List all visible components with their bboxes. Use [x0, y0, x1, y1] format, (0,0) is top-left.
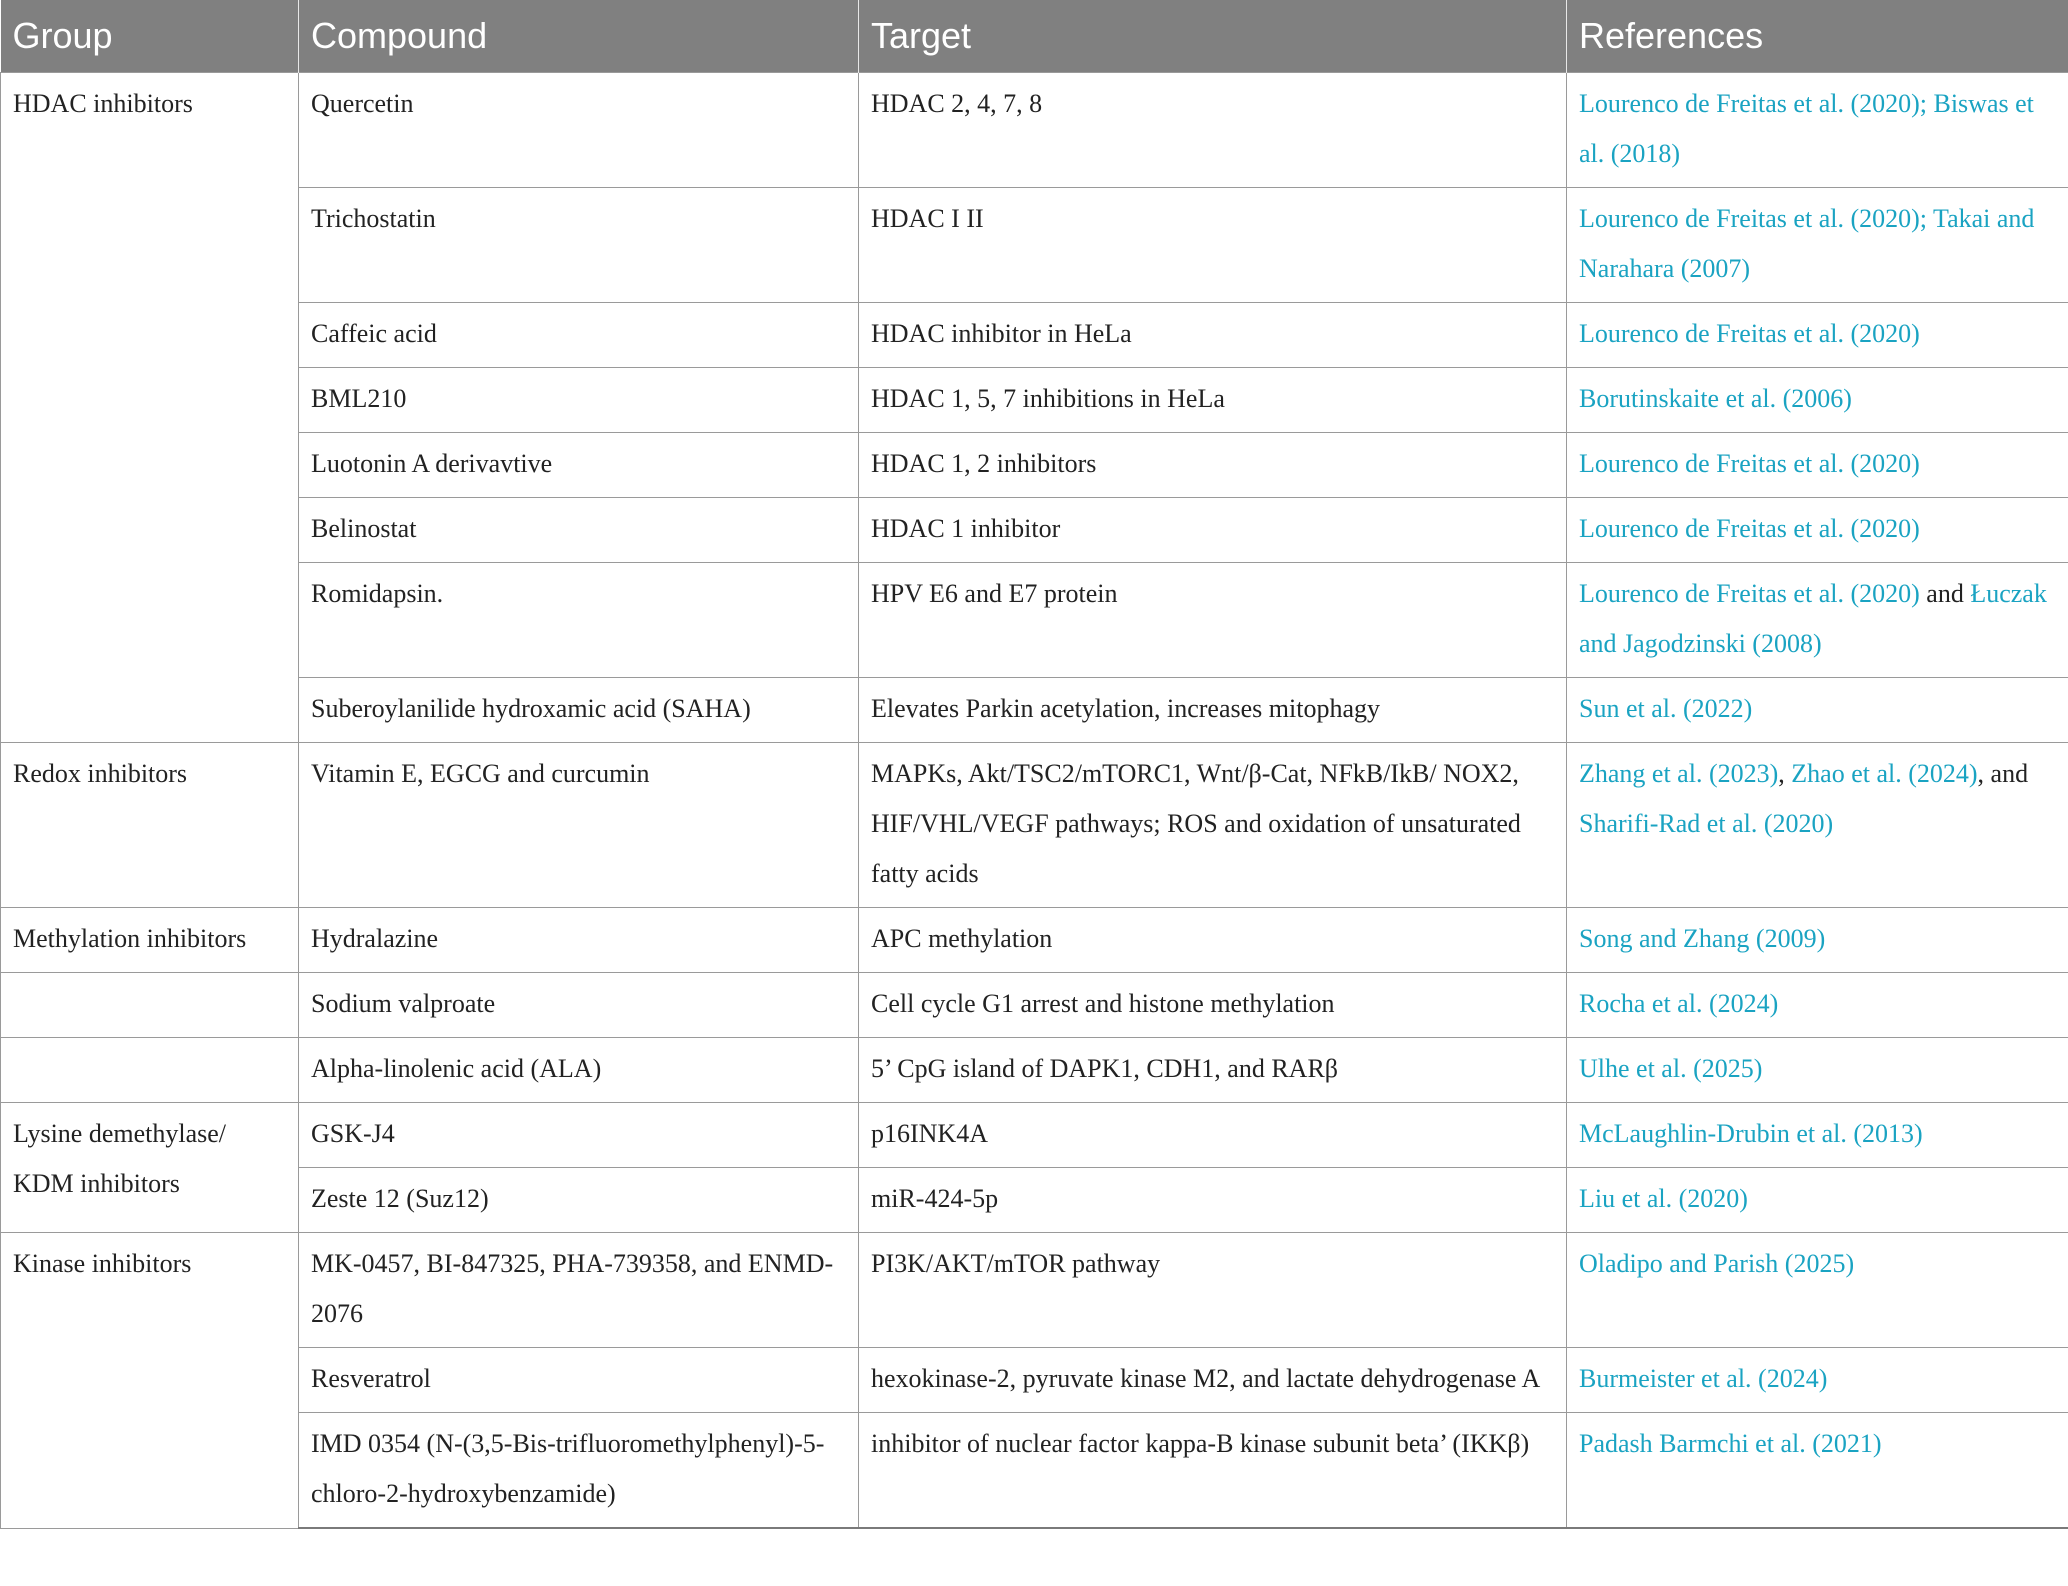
table-row — [1, 73, 2068, 188]
table-row — [1, 1103, 2068, 1168]
table-row — [1, 678, 2068, 743]
header-row — [1, 0, 2068, 73]
target-cell: hexokinase-2, pyruvate kinase M2, and lactate dehydrogenase A — [859, 1348, 1567, 1413]
header-compound: Compound — [299, 0, 859, 73]
compound-cell: IMD 0354 (N-(3,5-Bis-trifluoromethylphenyl)-5-chloro-2-hydroxybenzamide) — [299, 1413, 859, 1529]
reference-link[interactable]: Rocha et al. (2024) — [1567, 973, 2068, 1038]
reference-link[interactable]: Lourenco de Freitas et al. (2020) — [1567, 303, 2068, 368]
target-cell: HDAC 2, 4, 7, 8 — [859, 73, 1567, 188]
compound-cell: Trichostatin — [299, 188, 859, 303]
target-cell: HDAC 1, 5, 7 inhibitions in HeLa — [859, 368, 1567, 433]
reference-link[interactable]: Padash Barmchi et al. (2021) — [1567, 1413, 2068, 1529]
compound-cell: Belinostat — [299, 498, 859, 563]
reference-link[interactable]: McLaughlin-Drubin et al. (2013) — [1567, 1103, 2068, 1168]
compound-cell: Hydralazine — [299, 908, 859, 973]
target-cell: APC methylation — [859, 908, 1567, 973]
table-header — [1, 0, 2068, 73]
table-row — [1, 1233, 2068, 1348]
target-cell: HDAC inhibitor in HeLa — [859, 303, 1567, 368]
table-row — [1, 908, 2068, 973]
group-redox-inhibitors: Redox inhibitors — [1, 743, 299, 908]
reference-link[interactable]: Lourenco de Freitas et al. (2020); Takai and Narahara (2007) — [1567, 188, 2068, 303]
header-references: References — [1567, 0, 2068, 73]
group-methylation-inhibitors: Methylation inhibitors — [1, 908, 299, 973]
group-hdac-inhibitors: HDAC inhibitors — [1, 73, 299, 743]
reference-link[interactable]: Liu et al. (2020) — [1567, 1168, 2068, 1233]
compound-cell: Suberoylanilide hydroxamic acid (SAHA) — [299, 678, 859, 743]
compound-cell: Resveratrol — [299, 1348, 859, 1413]
reference-link[interactable]: Borutinskaite et al. (2006) — [1567, 368, 2068, 433]
target-cell: HPV E6 and E7 protein — [859, 563, 1567, 678]
reference-link[interactable]: Lourenco de Freitas et al. (2020) — [1567, 498, 2068, 563]
target-cell: inhibitor of nuclear factor kappa-B kinase subunit beta’ (IKKβ) — [859, 1413, 1567, 1529]
group-empty — [1, 1038, 299, 1103]
compound-cell: GSK-J4 — [299, 1103, 859, 1168]
target-cell: HDAC 1, 2 inhibitors — [859, 433, 1567, 498]
reference-link[interactable]: Sharifi-Rad et al. (2020) — [1579, 809, 1834, 838]
reference-separator: , and — [1977, 759, 2029, 788]
table-row — [1, 188, 2068, 303]
table-row — [1, 1348, 2068, 1413]
compound-cell: Zeste 12 (Suz12) — [299, 1168, 859, 1233]
reference-separator: , — [1778, 759, 1792, 788]
reference-separator: and — [1919, 579, 1971, 608]
target-cell: Cell cycle G1 arrest and histone methylation — [859, 973, 1567, 1038]
target-cell: MAPKs, Akt/TSC2/mTORC1, Wnt/β-Cat, NFkB/IkB/ NOX2, HIF/VHL/VEGF pathways; ROS and oxidation of unsaturated fatty acids — [859, 743, 1567, 908]
reference-link[interactable]: Łuczak and Jagodzinski (2008) — [1579, 579, 2047, 658]
target-cell: PI3K/AKT/mTOR pathway — [859, 1233, 1567, 1348]
table-row — [1, 303, 2068, 368]
target-cell: HDAC I II — [859, 188, 1567, 303]
target-cell: 5’ CpG island of DAPK1, CDH1, and RARβ — [859, 1038, 1567, 1103]
table-row — [1, 1168, 2068, 1233]
compound-cell: Sodium valproate — [299, 973, 859, 1038]
table-body — [1, 73, 2068, 1529]
reference-link[interactable]: Ulhe et al. (2025) — [1567, 1038, 2068, 1103]
target-cell: Elevates Parkin acetylation, increases mitophagy — [859, 678, 1567, 743]
reference-link[interactable]: Oladipo and Parish (2025) — [1567, 1233, 2068, 1348]
compound-cell: MK-0457, BI-847325, PHA-739358, and ENMD-2076 — [299, 1233, 859, 1348]
reference-link[interactable]: Burmeister et al. (2024) — [1567, 1348, 2068, 1413]
compound-cell: Romidapsin. — [299, 563, 859, 678]
compound-cell: Alpha-linolenic acid (ALA) — [299, 1038, 859, 1103]
table-row — [1, 498, 2068, 563]
reference-link[interactable]: Zhao et al. (2024) — [1791, 759, 1978, 788]
header-group: Group — [1, 0, 299, 73]
header-target: Target — [859, 0, 1567, 73]
reference-cell — [1567, 563, 2068, 678]
table-row — [1, 743, 2068, 908]
table-row — [1, 1413, 2068, 1529]
target-cell: HDAC 1 inhibitor — [859, 498, 1567, 563]
compound-cell: BML210 — [299, 368, 859, 433]
compound-cell: Quercetin — [299, 73, 859, 188]
group-lysine-demethylase-inhibitors: Lysine demethylase/ KDM inhibitors — [1, 1103, 299, 1233]
compound-cell: Caffeic acid — [299, 303, 859, 368]
compound-cell: Luotonin A derivavtive — [299, 433, 859, 498]
target-cell: p16INK4A — [859, 1103, 1567, 1168]
group-kinase-inhibitors: Kinase inhibitors — [1, 1233, 299, 1529]
table-row — [1, 368, 2068, 433]
table-row — [1, 1038, 2068, 1103]
reference-link[interactable]: Lourenco de Freitas et al. (2020); Biswas et al. (2018) — [1567, 73, 2068, 188]
reference-link[interactable]: Lourenco de Freitas et al. (2020) — [1567, 433, 2068, 498]
compound-cell: Vitamin E, EGCG and curcumin — [299, 743, 859, 908]
table-row — [1, 433, 2068, 498]
reference-link[interactable]: Lourenco de Freitas et al. (2020) — [1579, 579, 1920, 608]
reference-link[interactable]: Song and Zhang (2009) — [1567, 908, 2068, 973]
table-row — [1, 973, 2068, 1038]
reference-link[interactable]: Zhang et al. (2023) — [1579, 759, 1779, 788]
group-empty — [1, 973, 299, 1038]
target-cell: miR-424-5p — [859, 1168, 1567, 1233]
reference-cell — [1567, 743, 2068, 908]
table-row — [1, 563, 2068, 678]
reference-link[interactable]: Sun et al. (2022) — [1567, 678, 2068, 743]
